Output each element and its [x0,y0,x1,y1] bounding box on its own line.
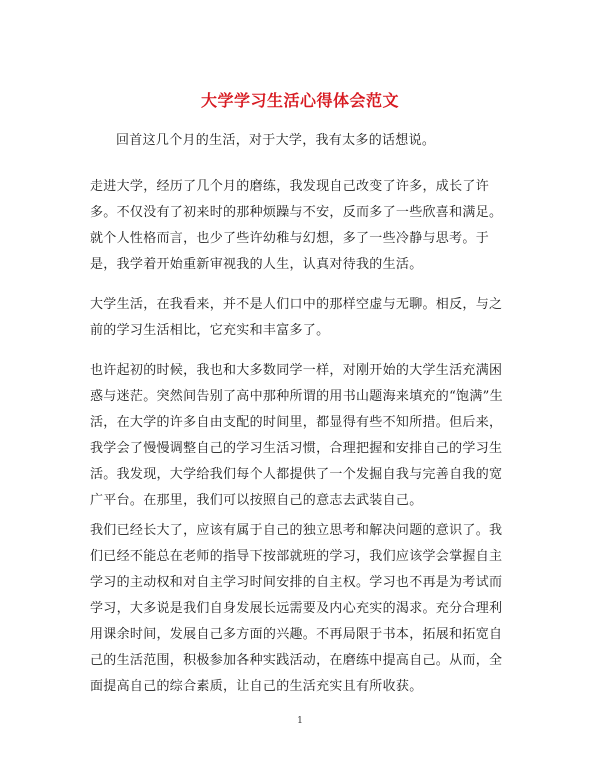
document-title: 大学学习生活心得体会范文 [200,91,399,110]
paragraph-intro: 回首这几个月的生活，对于大学，我有太多的话想说。 [116,133,436,148]
paragraph-independent-study: 我们已经长大了，应该有属于自己的独立思考和解决问题的意识了。我们已经不能总在老师的指导下按部就班的学习，我们应该学会掌握自主学习的主动权和对自主学习时间安排的自主权。学习也不再是为考试而学习，大多说是我们自身发展长远需要及内心充实的渴求。充分合理利用课余时间，发展自己多方面的兴趣。不再局限于书本，拓展和拓宽自己的生活范围，积极参加各种实践活动，在磨练中提高自己。从而，全面提高自己的综合素质，让自己的生活充实且有所收获。 [90,523,503,694]
paragraph-university-life: 大学生活，在我看来，并不是人们口中的那样空虚与无聊。相反，与之前的学习生活相比，它充实和丰富多了。 [90,297,503,338]
paragraph-entering-university: 走进大学，经历了几个月的磨练，我发现自己改变了许多，成长了许多。不仅没有了初来时的那种烦躁与不安，反而多了一些欣喜和满足。就个人性格而言，也少了些许幼稚与幻想，多了一些冷静与思考。于是，我学着开始重新审视我的人生，认真对待我的生活。 [90,179,503,272]
paragraph-adjustment: 也许起初的时候，我也和大多数同学一样，对刚开始的大学生活充满困惑与迷茫。突然间告别了高中那种所谓的用书山题海来填充的“饱满”生活，在大学的许多自由支配的时间里，都显得有些不知所措。但后来，我学会了慢慢调整自己的学习生活习惯，合理把握和安排自己的学习生活。我发现，大学给我们每个人都提供了一个发掘自我与完善自我的宽广平台。在那里，我们可以按照自己的意志去武装自己。 [90,363,503,508]
page-number: 1 [297,716,303,726]
